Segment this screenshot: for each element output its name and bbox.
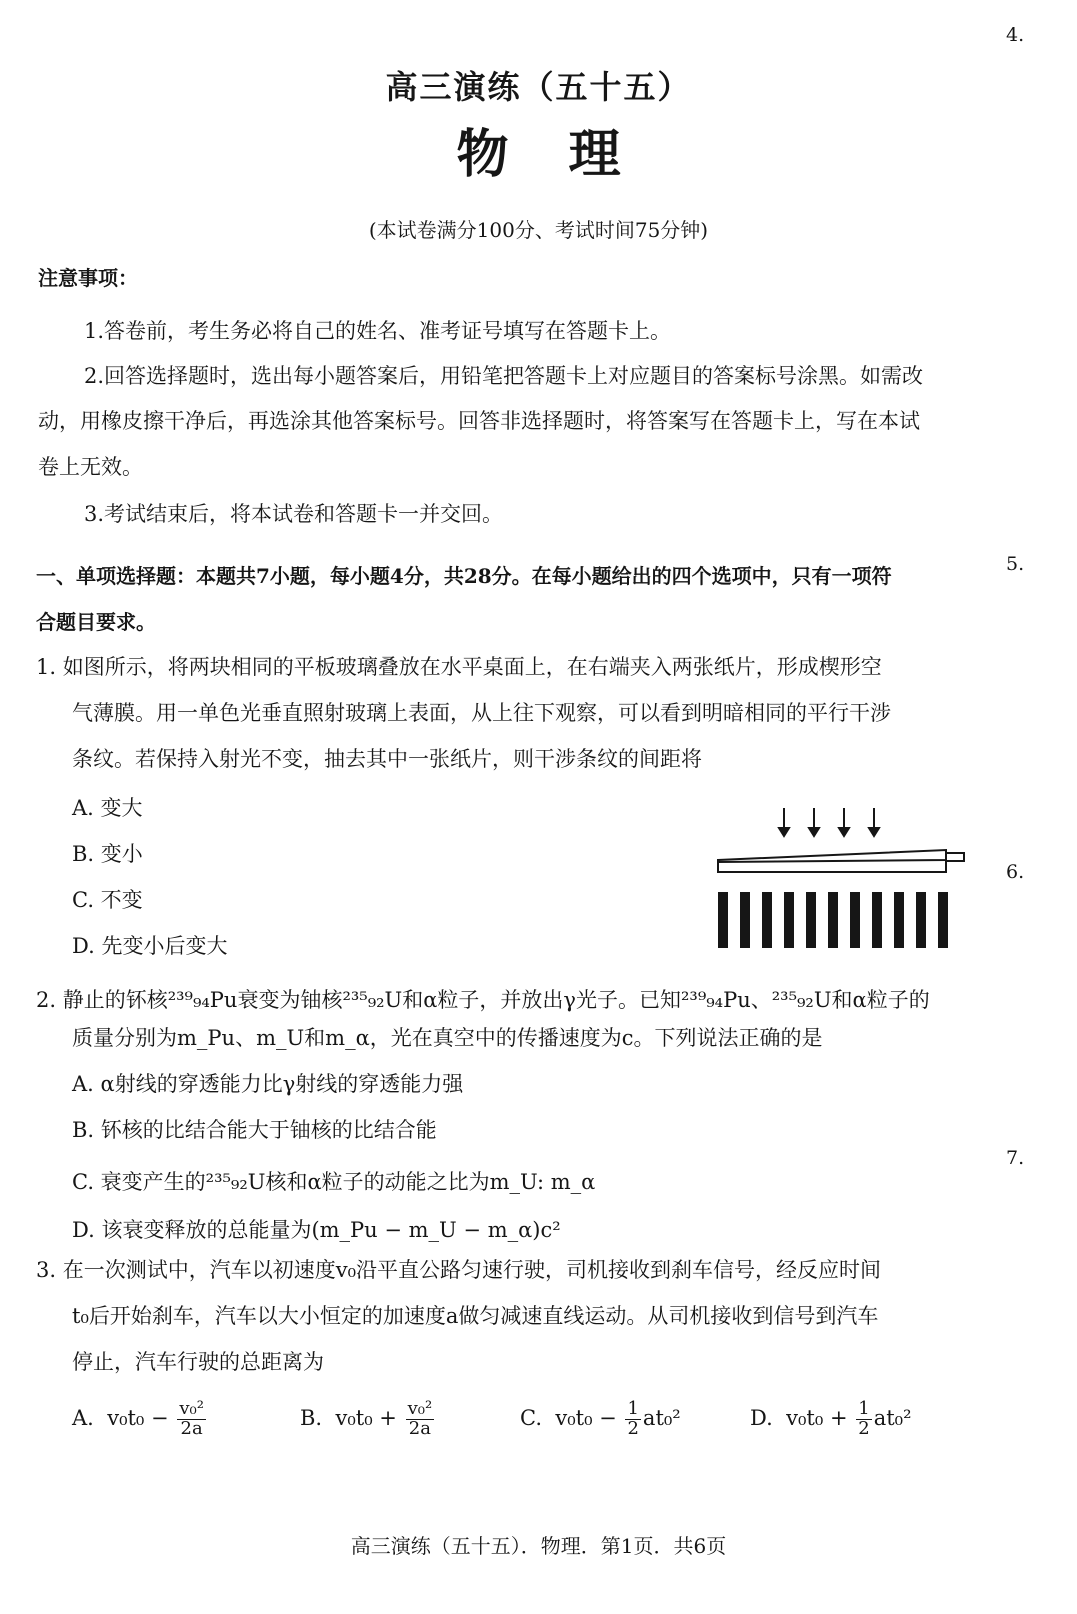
margin-question-number: 6. bbox=[1006, 861, 1025, 883]
incident-light-arrows bbox=[779, 808, 879, 836]
q3-option-b: B. v₀t₀ + $\frac{\text{v₀²}}{2a}$ bbox=[300, 1398, 433, 1439]
q1-option-d: D. 先变小后变大 bbox=[72, 934, 228, 958]
q2-option-d: D. 该衰变释放的总能量为(m_Pu − m_U − m_α)c² bbox=[72, 1218, 561, 1242]
note-item: 3.考试结束后，将本试卷和答题卡一并交回。 bbox=[84, 502, 504, 526]
margin-question-number: 4. bbox=[1006, 24, 1025, 46]
glass-plates bbox=[718, 850, 964, 872]
q3-stem: t₀后开始刹车，汽车以大小恒定的加速度a做匀减速直线运动。从司机接收到信号到汽车 bbox=[72, 1304, 879, 1328]
margin-question-number: 7. bbox=[1006, 1147, 1025, 1169]
q1-stem: 条纹。若保持入射光不变，抽去其中一张纸片，则干涉条纹的间距将 bbox=[72, 747, 702, 771]
interference-fringes bbox=[718, 892, 948, 948]
section-heading-cont: 合题目要求。 bbox=[36, 610, 156, 634]
q3-option-a: A. v₀t₀ − $\frac{\text{v₀²}}{2a}$ bbox=[72, 1398, 204, 1439]
q1-interference-figure bbox=[712, 800, 972, 956]
q3-option-c: C. v₀t₀ − $\frac{1}{2}$ at₀² bbox=[520, 1398, 681, 1439]
q2-stem: 质量分别为m_Pu、m_U和m_α，光在真空中的传播速度为c。下列说法正确的是 bbox=[72, 1026, 823, 1050]
q2-option-b: B. 钚核的比结合能大于铀核的比结合能 bbox=[72, 1118, 437, 1142]
q2-option-a: A. α射线的穿透能力比γ射线的穿透能力强 bbox=[72, 1072, 464, 1096]
note-item: 2.回答选择题时，选出每小题答案后，用铅笔把答题卡上对应题目的答案标号涂黑。如需改 bbox=[84, 364, 924, 388]
note-item: 1.答卷前，考生务必将自己的姓名、准考证号填写在答题卡上。 bbox=[84, 319, 672, 343]
q2-stem: 2. 静止的钚核²³⁹₉₄Pu衰变为铀核²³⁵₉₂U和α粒子，并放出γ光子。已知²³⁹₉₄Pu、²³⁵₉₂U和α粒子的 bbox=[36, 988, 930, 1012]
section-heading: 一、单项选择题：本题共7小题，每小题4分，共28分。在每小题给出的四个选项中，只有一项符 bbox=[36, 564, 892, 588]
note-item: 动，用橡皮擦干净后，再选涂其他答案标号。回答非选择题时，将答案写在答题卡上，写在本试 bbox=[38, 409, 920, 433]
q3-stem: 3. 在一次测试中，汽车以初速度v₀沿平直公路匀速行驶，司机接收到刹车信号，经反应时间 bbox=[36, 1258, 881, 1282]
exam-series-title: 高三演练（五十五） bbox=[385, 68, 692, 106]
exam-info: (本试卷满分100分、考试时间75分钟) bbox=[368, 218, 709, 242]
q1-stem: 1. 如图所示，将两块相同的平板玻璃叠放在水平桌面上，在右端夹入两张纸片，形成楔形空 bbox=[36, 655, 882, 679]
q1-option-b: B. 变小 bbox=[72, 842, 143, 866]
q1-option-a: A. 变大 bbox=[72, 796, 143, 820]
q2-option-c: C. 衰变产生的²³⁵₉₂U核和α粒子的动能之比为m_U: m_α bbox=[72, 1170, 596, 1194]
q3-stem: 停止，汽车行驶的总距离为 bbox=[72, 1350, 324, 1374]
q1-option-c: C. 不变 bbox=[72, 888, 143, 912]
q1-stem: 气薄膜。用一单色光垂直照射玻璃上表面，从上往下观察，可以看到明暗相同的平行干涉 bbox=[72, 701, 891, 725]
page-footer: 高三演练（五十五）．物理．第1页．共6页 bbox=[350, 1534, 727, 1558]
notes-heading: 注意事项： bbox=[38, 266, 138, 290]
subject-title: 物理 bbox=[456, 124, 681, 185]
q3-option-d: D. v₀t₀ + $\frac{1}{2}$ at₀² bbox=[750, 1398, 912, 1439]
note-item: 卷上无效。 bbox=[38, 455, 143, 479]
margin-question-number: 5. bbox=[1006, 553, 1025, 575]
